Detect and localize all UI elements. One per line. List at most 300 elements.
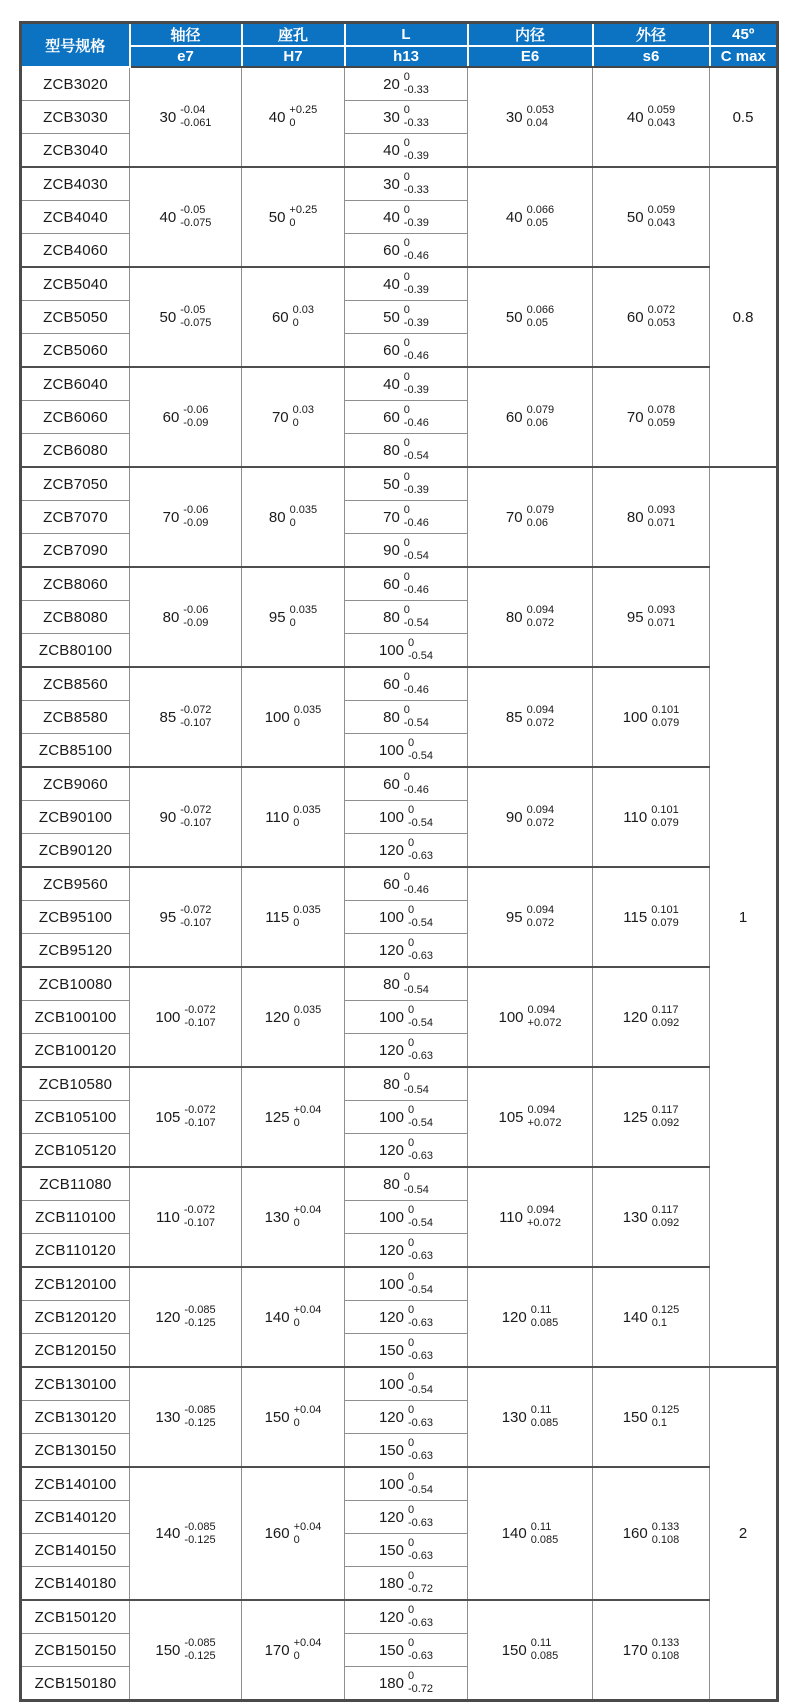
nominal-value: 150 bbox=[378, 1441, 404, 1459]
model-cell: ZCB8080 bbox=[21, 601, 130, 634]
lower-deviation: 0 bbox=[289, 117, 296, 129]
tolerance-stack bbox=[648, 304, 676, 330]
lower-deviation: -0.107 bbox=[183, 1217, 216, 1229]
nominal-value: 70 bbox=[626, 408, 644, 426]
upper-deviation: 0 bbox=[403, 104, 410, 116]
lower-deviation: 0.072 bbox=[526, 817, 555, 829]
lower-deviation: -0.54 bbox=[403, 550, 429, 562]
bore-cell bbox=[242, 67, 345, 167]
nominal-value: 100 bbox=[378, 1208, 404, 1226]
tolerance-stack bbox=[408, 1337, 433, 1363]
lower-deviation: -0.09 bbox=[183, 617, 209, 629]
tolerance-value bbox=[379, 1604, 433, 1630]
upper-deviation: 0 bbox=[407, 1371, 415, 1383]
upper-deviation: 0.093 bbox=[647, 604, 676, 616]
l-cell bbox=[345, 134, 468, 168]
tolerance-value bbox=[383, 337, 429, 363]
lower-deviation: -0.54 bbox=[407, 1284, 434, 1296]
bore-cell bbox=[242, 167, 345, 267]
tolerance-value bbox=[379, 1271, 433, 1297]
lower-deviation: -0.075 bbox=[180, 317, 212, 329]
upper-deviation: 0 bbox=[403, 1071, 410, 1083]
tolerance-value bbox=[265, 1304, 322, 1330]
l-cell bbox=[345, 1034, 468, 1068]
tolerance-stack bbox=[652, 1104, 680, 1130]
tolerance-stack bbox=[404, 971, 429, 997]
upper-deviation: +0.04 bbox=[293, 1204, 322, 1216]
upper-deviation: 0 bbox=[407, 1537, 415, 1549]
upper-deviation: 0 bbox=[403, 871, 410, 883]
lower-deviation: -0.46 bbox=[403, 684, 429, 696]
bore-cell bbox=[242, 867, 345, 967]
upper-deviation: -0.072 bbox=[180, 704, 212, 716]
inner-cell bbox=[468, 367, 593, 467]
upper-deviation: 0 bbox=[407, 1670, 415, 1682]
outer-cell bbox=[593, 667, 710, 767]
upper-deviation: 0.094 bbox=[527, 1104, 556, 1116]
upper-deviation: 0 bbox=[407, 737, 415, 749]
nominal-value: 85 bbox=[505, 708, 523, 726]
tolerance-stack bbox=[408, 1537, 433, 1563]
upper-deviation: 0 bbox=[403, 237, 410, 249]
shaft-cell bbox=[130, 467, 242, 567]
lower-deviation: -0.46 bbox=[403, 517, 429, 529]
tolerance-value bbox=[272, 304, 314, 330]
tolerance-value bbox=[379, 1237, 433, 1263]
nominal-value: 105 bbox=[155, 1108, 181, 1126]
tolerance-value bbox=[269, 104, 318, 130]
l-cell bbox=[345, 267, 468, 301]
nominal-value: 120 bbox=[378, 1308, 404, 1326]
l-cell bbox=[345, 834, 468, 868]
tolerance-value bbox=[379, 1004, 433, 1030]
upper-deviation: 0.035 bbox=[293, 1004, 322, 1016]
model-cell: ZCB100120 bbox=[21, 1034, 130, 1068]
lower-deviation: -0.107 bbox=[184, 1117, 216, 1129]
tolerance-value bbox=[155, 1004, 215, 1030]
tolerance-stack bbox=[527, 804, 555, 830]
tolerance-value bbox=[383, 204, 429, 230]
tolerance-stack bbox=[527, 704, 555, 730]
inner-cell bbox=[468, 1600, 593, 1701]
tolerance-stack bbox=[527, 504, 555, 530]
lower-deviation: 0.05 bbox=[526, 317, 548, 329]
tolerance-value bbox=[269, 504, 317, 530]
tolerance-stack bbox=[527, 104, 555, 130]
model-cell: ZCB100100 bbox=[21, 1001, 130, 1034]
tolerance-value bbox=[627, 104, 675, 130]
upper-deviation: 0 bbox=[403, 371, 410, 383]
upper-deviation: -0.085 bbox=[184, 1404, 216, 1416]
lower-deviation: -0.54 bbox=[407, 650, 434, 662]
tolerance-value bbox=[379, 737, 433, 763]
tolerance-value bbox=[265, 1204, 322, 1230]
nominal-value: 60 bbox=[162, 408, 180, 426]
tolerance-value bbox=[379, 904, 433, 930]
tolerance-value bbox=[383, 437, 429, 463]
tolerance-value bbox=[383, 604, 429, 630]
nominal-value: 30 bbox=[383, 175, 400, 193]
tolerance-value bbox=[623, 904, 678, 930]
nominal-value: 80 bbox=[383, 708, 400, 726]
tolerance-stack bbox=[528, 1104, 562, 1130]
upper-deviation: -0.06 bbox=[183, 504, 209, 516]
nominal-value: 40 bbox=[159, 208, 177, 226]
upper-deviation: 0 bbox=[407, 1504, 415, 1516]
lower-deviation: -0.54 bbox=[407, 1017, 434, 1029]
l-cell bbox=[345, 1434, 468, 1468]
shaft-cell bbox=[130, 1600, 242, 1701]
model-cell: ZCB140150 bbox=[21, 1534, 130, 1567]
upper-deviation: +0.25 bbox=[289, 104, 318, 116]
nominal-value: 125 bbox=[622, 1108, 648, 1126]
tolerance-stack bbox=[408, 1104, 433, 1130]
tolerance-stack bbox=[404, 271, 429, 297]
tolerance-stack bbox=[408, 937, 433, 963]
model-cell: ZCB130150 bbox=[21, 1434, 130, 1468]
lower-deviation: -0.39 bbox=[403, 284, 429, 296]
tolerance-stack bbox=[293, 304, 314, 330]
nominal-value: 110 bbox=[623, 808, 648, 826]
model-cell: ZCB6060 bbox=[21, 401, 130, 434]
outer-cell bbox=[593, 1367, 710, 1467]
tolerance-stack bbox=[404, 1171, 429, 1197]
table-body bbox=[21, 67, 778, 1701]
tolerance-value bbox=[623, 704, 680, 730]
lower-deviation: 0.043 bbox=[647, 117, 676, 129]
nominal-value: 80 bbox=[268, 508, 286, 526]
tolerance-value bbox=[383, 504, 429, 530]
table-row bbox=[21, 467, 778, 501]
nominal-value: 150 bbox=[378, 1341, 404, 1359]
header-shaft-dia: 轴径 bbox=[130, 23, 242, 47]
tolerance-value bbox=[383, 471, 429, 497]
nominal-value: 60 bbox=[383, 675, 400, 693]
l-cell bbox=[345, 1001, 468, 1034]
tolerance-value bbox=[383, 1171, 429, 1197]
upper-deviation: 0.094 bbox=[526, 804, 555, 816]
tolerance-stack bbox=[648, 204, 676, 230]
tolerance-value bbox=[265, 804, 320, 830]
tolerance-stack bbox=[408, 1304, 433, 1330]
lower-deviation: -0.107 bbox=[180, 917, 212, 929]
spec-table-container bbox=[19, 21, 776, 1702]
lower-deviation: -0.39 bbox=[403, 317, 429, 329]
outer-cell bbox=[593, 1167, 710, 1267]
upper-deviation: 0.101 bbox=[651, 804, 679, 816]
tolerance-stack bbox=[404, 537, 429, 563]
lower-deviation: 0.079 bbox=[651, 717, 680, 729]
nominal-value: 100 bbox=[378, 908, 404, 926]
lower-deviation: -0.63 bbox=[407, 1550, 434, 1562]
nominal-value: 100 bbox=[155, 1008, 181, 1026]
tolerance-value bbox=[383, 371, 429, 397]
nominal-value: 180 bbox=[378, 1574, 404, 1592]
inner-cell bbox=[468, 167, 593, 267]
nominal-value: 95 bbox=[626, 608, 644, 626]
upper-deviation: 0.094 bbox=[526, 604, 555, 616]
tolerance-value bbox=[506, 704, 554, 730]
model-cell: ZCB120150 bbox=[21, 1334, 130, 1368]
tolerance-stack bbox=[531, 1304, 559, 1330]
lower-deviation: -0.63 bbox=[407, 1450, 434, 1462]
l-cell bbox=[345, 601, 468, 634]
nominal-value: 110 bbox=[265, 808, 290, 826]
tolerance-value bbox=[506, 504, 554, 530]
nominal-value: 120 bbox=[378, 1508, 404, 1526]
lower-deviation: 0.092 bbox=[651, 1117, 680, 1129]
bore-cell bbox=[242, 1367, 345, 1467]
model-cell: ZCB6080 bbox=[21, 434, 130, 468]
inner-cell bbox=[468, 867, 593, 967]
nominal-value: 50 bbox=[505, 308, 523, 326]
l-cell bbox=[345, 967, 468, 1001]
l-cell bbox=[345, 234, 468, 268]
lower-deviation: 0.085 bbox=[530, 1417, 559, 1429]
upper-deviation: 0.11 bbox=[530, 1637, 552, 1649]
lower-deviation: +0.072 bbox=[527, 1117, 562, 1129]
inner-cell bbox=[468, 1167, 593, 1267]
model-cell: ZCB11080 bbox=[21, 1167, 130, 1201]
lower-deviation: 0.071 bbox=[647, 517, 676, 529]
upper-deviation: 0 bbox=[407, 1437, 415, 1449]
bore-cell bbox=[242, 1600, 345, 1701]
tolerance-value bbox=[155, 1304, 215, 1330]
tolerance-stack bbox=[184, 1204, 215, 1230]
l-cell bbox=[345, 1334, 468, 1368]
upper-deviation: 0 bbox=[403, 137, 410, 149]
nominal-value: 140 bbox=[264, 1308, 290, 1326]
tolerance-stack bbox=[528, 1004, 562, 1030]
lower-deviation: 0 bbox=[293, 1533, 300, 1546]
lower-deviation: -0.125 bbox=[184, 1417, 216, 1429]
upper-deviation: 0.094 bbox=[526, 904, 555, 916]
nominal-value: 150 bbox=[378, 1641, 404, 1659]
lower-deviation: -0.39 bbox=[403, 150, 429, 162]
tolerance-value bbox=[155, 1637, 215, 1663]
tolerance-value bbox=[499, 1104, 562, 1130]
tolerance-stack bbox=[648, 404, 676, 430]
nominal-value: 100 bbox=[498, 1008, 524, 1026]
table-header bbox=[21, 23, 778, 68]
tolerance-stack bbox=[404, 704, 429, 730]
lower-deviation: 0.072 bbox=[526, 917, 555, 929]
tolerance-value bbox=[623, 1637, 680, 1663]
lower-deviation: -0.54 bbox=[403, 984, 429, 996]
tolerance-stack bbox=[531, 1637, 559, 1663]
tolerance-stack bbox=[408, 1237, 433, 1263]
tolerance-stack bbox=[180, 204, 211, 230]
inner-cell bbox=[468, 767, 593, 867]
upper-deviation: 0.117 bbox=[651, 1004, 679, 1016]
shaft-cell bbox=[130, 1367, 242, 1467]
upper-deviation: 0 bbox=[403, 71, 410, 83]
upper-deviation: 0 bbox=[403, 504, 410, 516]
outer-cell bbox=[593, 567, 710, 667]
nominal-value: 50 bbox=[268, 208, 286, 226]
l-cell bbox=[345, 1167, 468, 1201]
tolerance-value bbox=[623, 1404, 680, 1430]
upper-deviation: 0 bbox=[407, 1570, 415, 1582]
upper-deviation: -0.085 bbox=[184, 1637, 216, 1649]
tolerance-stack bbox=[293, 404, 314, 430]
tolerance-value bbox=[502, 1304, 559, 1330]
lower-deviation: -0.061 bbox=[180, 117, 212, 129]
lower-deviation: -0.33 bbox=[403, 184, 429, 196]
tolerance-value bbox=[499, 1004, 562, 1030]
l-cell bbox=[345, 1401, 468, 1434]
lower-deviation: -0.63 bbox=[407, 950, 434, 962]
lower-deviation: 0 bbox=[293, 1217, 300, 1229]
model-cell: ZCB150180 bbox=[21, 1667, 130, 1701]
tolerance-stack bbox=[404, 471, 429, 497]
lower-deviation: -0.125 bbox=[184, 1650, 216, 1662]
upper-deviation: 0 bbox=[407, 837, 415, 849]
tolerance-value bbox=[265, 704, 322, 730]
tolerance-value bbox=[383, 704, 429, 730]
upper-deviation: 0.059 bbox=[647, 204, 676, 216]
tolerance-value bbox=[379, 1204, 433, 1230]
outer-cell bbox=[593, 1267, 710, 1367]
nominal-value: 95 bbox=[268, 608, 286, 626]
l-cell bbox=[345, 734, 468, 768]
tolerance-stack bbox=[408, 1471, 433, 1497]
lower-deviation: -0.107 bbox=[180, 717, 212, 729]
lower-deviation: 0.072 bbox=[526, 617, 555, 629]
lower-deviation: 0 bbox=[289, 217, 296, 229]
lower-deviation: +0.072 bbox=[527, 1017, 562, 1029]
upper-deviation: 0 bbox=[403, 271, 410, 283]
tolerance-stack bbox=[527, 304, 555, 330]
upper-deviation: 0 bbox=[403, 704, 410, 716]
nominal-value: 120 bbox=[378, 1041, 404, 1059]
tolerance-stack bbox=[648, 504, 676, 530]
outer-cell bbox=[593, 767, 710, 867]
nominal-value: 40 bbox=[383, 141, 400, 159]
lower-deviation: 0 bbox=[293, 1117, 300, 1129]
l-cell bbox=[345, 301, 468, 334]
shaft-cell bbox=[130, 1267, 242, 1367]
tolerance-stack bbox=[404, 437, 429, 463]
lower-deviation: -0.46 bbox=[403, 884, 429, 896]
nominal-value: 115 bbox=[623, 908, 648, 926]
nominal-value: 90 bbox=[383, 541, 400, 559]
tolerance-value bbox=[160, 704, 212, 730]
lower-deviation: 0.05 bbox=[526, 217, 548, 229]
tolerance-stack bbox=[404, 871, 429, 897]
l-cell bbox=[345, 1534, 468, 1567]
upper-deviation: 0 bbox=[407, 1637, 415, 1649]
upper-deviation: 0.125 bbox=[651, 1404, 680, 1416]
shaft-cell bbox=[130, 1167, 242, 1267]
inner-cell bbox=[468, 1467, 593, 1600]
table-row bbox=[21, 67, 778, 101]
outer-cell bbox=[593, 1600, 710, 1701]
lower-deviation: -0.63 bbox=[407, 1350, 434, 1362]
upper-deviation: 0 bbox=[407, 1004, 415, 1016]
l-cell bbox=[345, 1234, 468, 1268]
tolerance-stack bbox=[648, 604, 676, 630]
tolerance-value bbox=[383, 404, 429, 430]
l-cell bbox=[345, 801, 468, 834]
bore-cell bbox=[242, 1067, 345, 1167]
tolerance-stack bbox=[408, 1137, 433, 1163]
nominal-value: 100 bbox=[264, 708, 290, 726]
upper-deviation: 0.03 bbox=[292, 304, 315, 316]
lower-deviation: -0.46 bbox=[403, 417, 429, 429]
table-row bbox=[21, 867, 778, 901]
lower-deviation: -0.63 bbox=[407, 1050, 434, 1062]
tolerance-value bbox=[379, 1437, 433, 1463]
nominal-value: 140 bbox=[155, 1525, 181, 1542]
tolerance-stack bbox=[404, 237, 429, 263]
upper-deviation: 0 bbox=[407, 1237, 415, 1249]
lower-deviation: 0.085 bbox=[530, 1650, 559, 1662]
upper-deviation: 0.125 bbox=[651, 1304, 680, 1316]
upper-deviation: +0.04 bbox=[293, 1304, 322, 1316]
l-cell bbox=[345, 501, 468, 534]
header-inner-tol: E6 bbox=[468, 46, 593, 67]
tolerance-value bbox=[379, 937, 433, 963]
l-cell bbox=[345, 901, 468, 934]
lower-deviation: 0 bbox=[293, 1650, 300, 1662]
tolerance-stack bbox=[180, 804, 211, 830]
tolerance-stack bbox=[289, 104, 317, 130]
lower-deviation: -0.54 bbox=[403, 1084, 429, 1096]
l-cell bbox=[345, 1067, 468, 1101]
tolerance-value bbox=[379, 1037, 433, 1063]
tolerance-value bbox=[379, 1504, 433, 1530]
cmax-cell: 0.8 bbox=[710, 167, 778, 467]
model-cell: ZCB7090 bbox=[21, 534, 130, 568]
tolerance-stack bbox=[294, 1304, 322, 1330]
upper-deviation: 0.101 bbox=[651, 904, 679, 916]
l-cell bbox=[345, 867, 468, 901]
tolerance-value bbox=[506, 604, 554, 630]
lower-deviation: 0.092 bbox=[651, 1217, 680, 1229]
l-cell bbox=[345, 767, 468, 801]
tolerance-value bbox=[265, 1104, 322, 1130]
inner-cell bbox=[468, 1067, 593, 1167]
outer-cell bbox=[593, 1467, 710, 1600]
tolerance-stack bbox=[184, 1004, 215, 1030]
upper-deviation: 0 bbox=[407, 1604, 415, 1616]
lower-deviation: -0.075 bbox=[180, 217, 212, 229]
nominal-value: 40 bbox=[626, 108, 644, 126]
lower-deviation: 0.04 bbox=[526, 117, 548, 129]
header-shaft-tol: e7 bbox=[130, 46, 242, 67]
tolerance-stack bbox=[408, 1604, 433, 1630]
nominal-value: 30 bbox=[383, 108, 400, 126]
model-cell: ZCB10580 bbox=[21, 1067, 130, 1101]
tolerance-stack bbox=[408, 1204, 433, 1230]
tolerance-value bbox=[623, 1521, 680, 1547]
tolerance-value bbox=[506, 104, 554, 130]
lower-deviation: -0.63 bbox=[407, 1317, 434, 1329]
header-cmax: C max bbox=[710, 46, 778, 67]
lower-deviation: 0.108 bbox=[651, 1533, 680, 1546]
upper-deviation: 0 bbox=[403, 304, 410, 316]
upper-deviation: 0 bbox=[403, 971, 410, 983]
tolerance-stack bbox=[404, 204, 429, 230]
nominal-value: 80 bbox=[383, 1075, 400, 1093]
lower-deviation: -0.54 bbox=[407, 1484, 434, 1496]
tolerance-value bbox=[160, 904, 212, 930]
nominal-value: 125 bbox=[264, 1108, 290, 1126]
tolerance-stack bbox=[408, 1504, 433, 1530]
nominal-value: 80 bbox=[383, 441, 400, 459]
tolerance-stack bbox=[183, 604, 208, 630]
